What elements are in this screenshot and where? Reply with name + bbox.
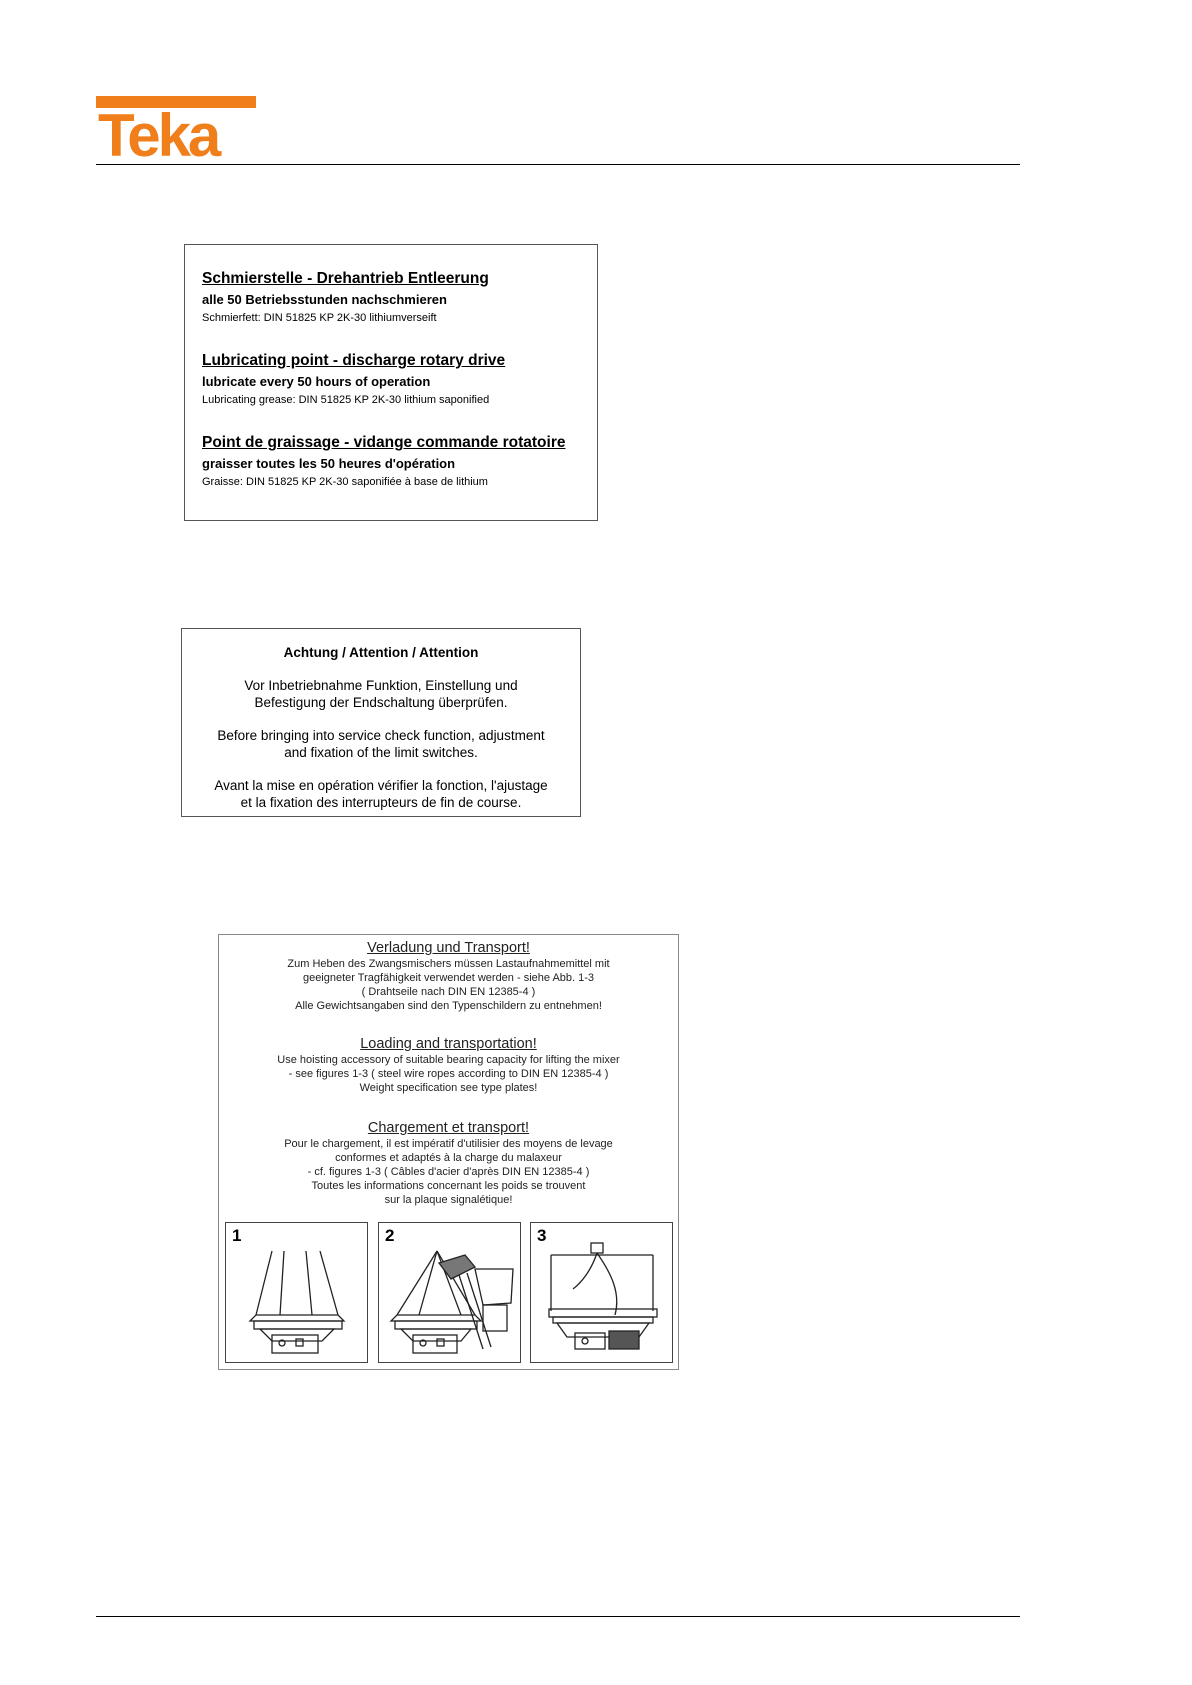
figure-2 <box>378 1222 521 1363</box>
transport-line: geeigneter Tragfähigkeit verwendet werden - siehe Abb. 1-3 <box>302 972 595 984</box>
footer-rule <box>96 1616 1020 1617</box>
lubrication-label <box>184 244 598 521</box>
mixer-lift-with-frame-illustration <box>531 1223 672 1362</box>
transport-heading-en: Loading and transportation! <box>360 1036 537 1052</box>
attention-label <box>181 628 581 817</box>
figure-1 <box>225 1222 368 1363</box>
transport-line: conformes et adaptés à la charge du malaxeur <box>335 1152 562 1164</box>
attention-en-line: and fixation of the limit switches. <box>284 745 478 760</box>
attention-en-line: Before bringing into service check function, adjustment <box>217 728 545 743</box>
attention-fr-line: Avant la mise en opération vérifier la fonction, l'ajustage <box>214 778 548 793</box>
transport-fr <box>219 1119 678 1207</box>
figure-3 <box>530 1222 673 1363</box>
teka-logo <box>96 96 256 158</box>
transport-line: Pour le chargement, il est impératif d'utilisier des moyens de levage <box>284 1138 613 1150</box>
lubrication-heading-en: Lubricating point - discharge rotary drive <box>202 352 506 369</box>
transport-label <box>218 934 679 1370</box>
attention-fr-line: et la fixation des interrupteurs de fin de course. <box>240 795 522 810</box>
attention-de-line: Vor Inbetriebnahme Funktion, Einstellung und <box>244 678 518 693</box>
lubrication-heading-fr: Point de graissage - vidange commande rotatoire <box>202 434 566 451</box>
transport-line: Weight specification see type plates! <box>359 1082 538 1094</box>
transport-line: ( Drahtseile nach DIN EN 12385-4 ) <box>361 986 536 998</box>
svg-text:Teka: Teka <box>98 102 219 158</box>
figure-number: 2 <box>385 1226 395 1245</box>
figure-number: 1 <box>232 1226 242 1245</box>
attention-de-line: Befestigung der Endschaltung überprüfen. <box>254 695 508 710</box>
attention-title: Achtung / Attention / Attention <box>283 645 479 660</box>
transport-line: sur la plaque signalétique! <box>384 1194 513 1206</box>
transport-line: Toutes les informations concernant les poids se trouvent <box>311 1180 586 1192</box>
transport-heading-fr: Chargement et transport! <box>367 1120 530 1136</box>
lubrication-heading-de: Schmierstelle - Drehantrieb Entleerung <box>202 270 489 287</box>
attention-en <box>182 727 580 761</box>
attention-de <box>182 677 580 711</box>
lubrication-interval-de: alle 50 Betriebsstunden nachschmieren <box>202 292 447 307</box>
transport-line: Alle Gewichtsangaben sind den Typenschildern zu entnehmen! <box>295 1000 602 1012</box>
mixer-lift-with-skip-illustration <box>379 1223 520 1362</box>
transport-de <box>219 939 678 1013</box>
lubrication-interval-fr: graisser toutes les 50 heures d'opération <box>202 456 456 471</box>
lubrication-de <box>202 269 597 327</box>
lubrication-grease-fr: Graisse: DIN 51825 KP 2K-30 saponifiée à base de lithium <box>202 476 488 488</box>
lubrication-grease-de: Schmierfett: DIN 51825 KP 2K-30 lithiumverseift <box>202 312 437 324</box>
attention-fr <box>182 777 580 811</box>
lubrication-en <box>202 351 597 409</box>
header-rule <box>96 164 1020 165</box>
transport-line: - cf. figures 1-3 ( Câbles d'acier d'après DIN EN 12385-4 ) <box>307 1166 590 1178</box>
lubrication-interval-en: lubricate every 50 hours of operation <box>202 374 431 389</box>
lubrication-fr <box>202 433 597 491</box>
transport-line: - see figures 1-3 ( steel wire ropes according to DIN EN 12385-4 ) <box>288 1068 609 1080</box>
transport-line: Use hoisting accessory of suitable bearing capacity for lifting the mixer <box>277 1054 620 1066</box>
mixer-lift-4-rope-illustration <box>226 1223 367 1362</box>
figure-number: 3 <box>537 1226 547 1245</box>
transport-heading-de: Verladung und Transport! <box>367 940 530 956</box>
transport-line: Zum Heben des Zwangsmischers müssen Lastaufnahmemittel mit <box>287 958 610 970</box>
lubrication-grease-en: Lubricating grease: DIN 51825 KP 2K-30 lithium saponified <box>202 394 490 406</box>
transport-en <box>219 1035 678 1095</box>
